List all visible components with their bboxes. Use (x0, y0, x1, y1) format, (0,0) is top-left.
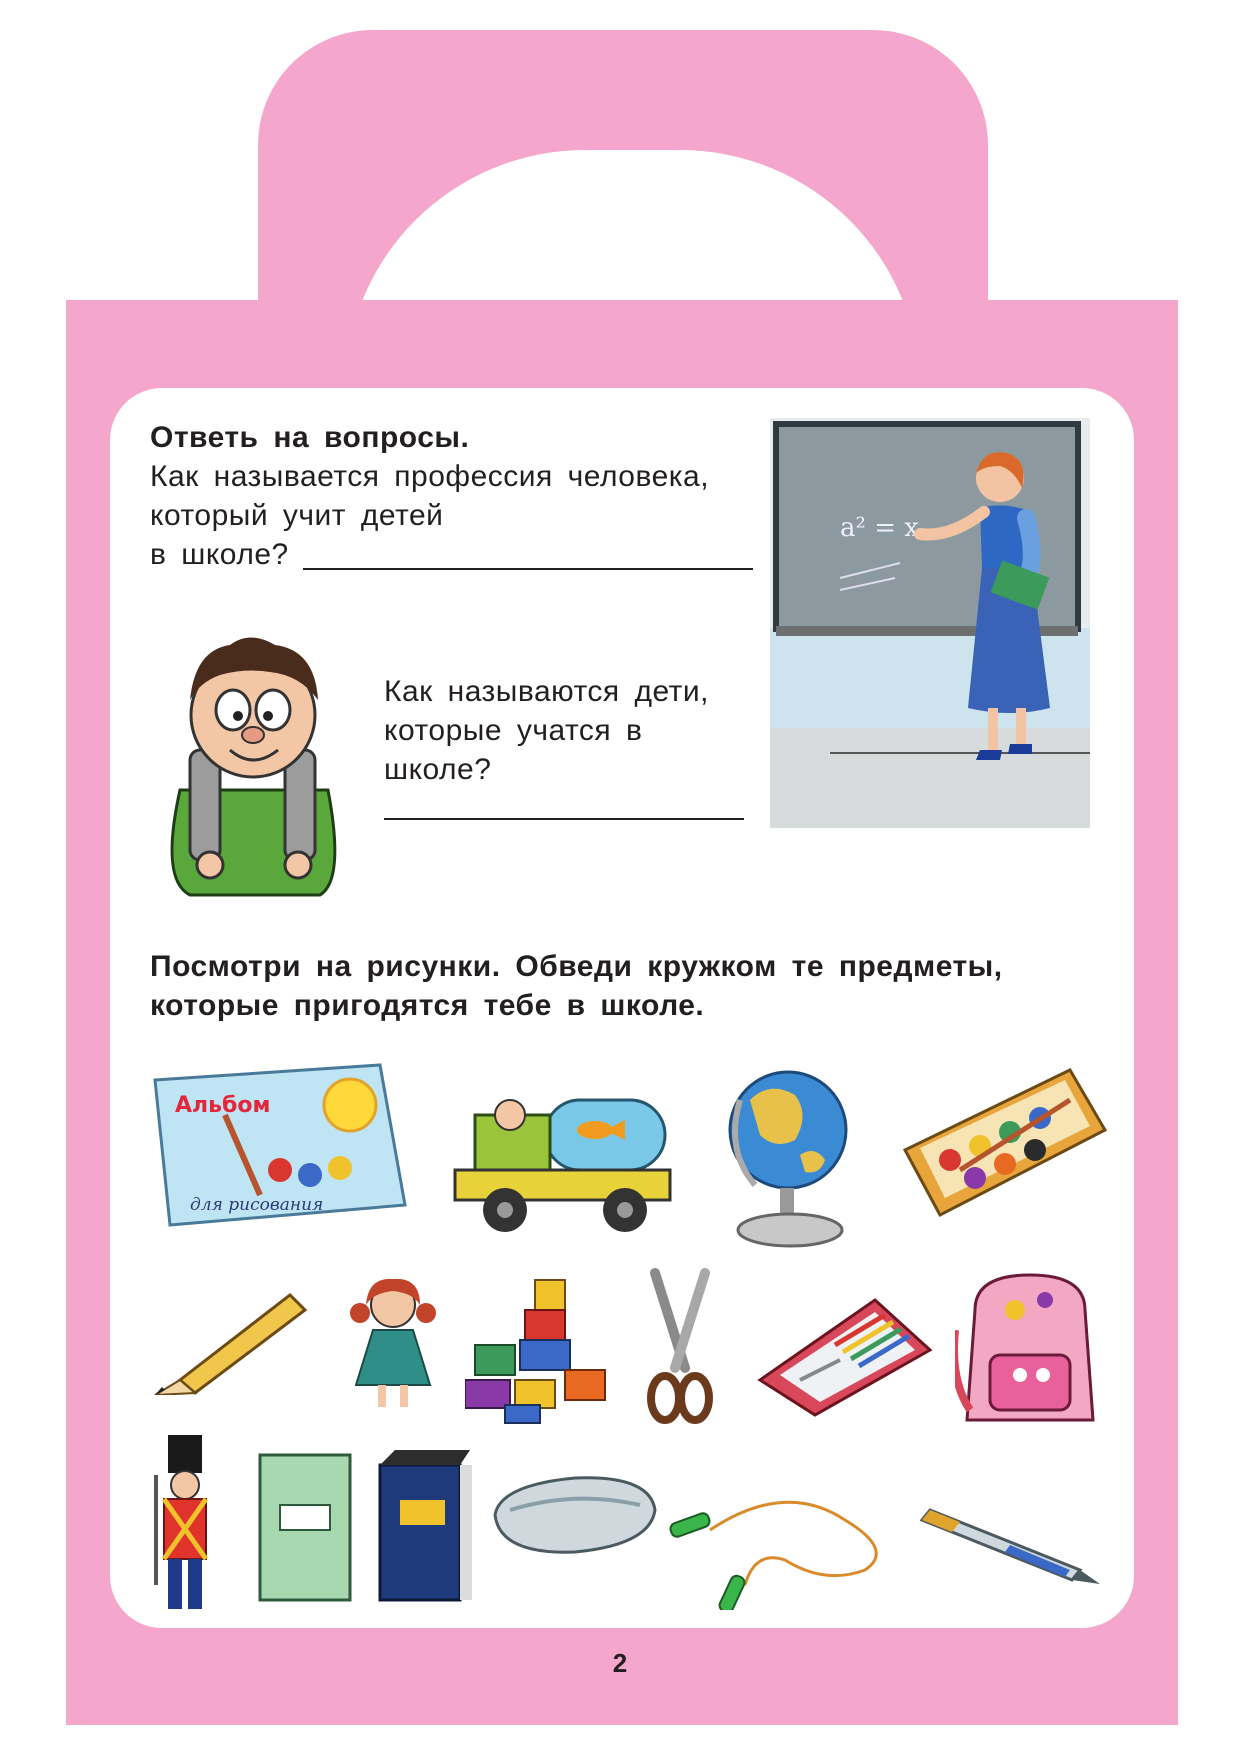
pencil-case-item[interactable] (755, 1290, 935, 1420)
schoolboy-illustration (150, 630, 355, 900)
jump-rope-item[interactable] (665, 1490, 905, 1610)
question-2-line-2: которые учатся в (384, 714, 643, 747)
task-2-line-1: Посмотри на рисунки. Обведи кружком те предметы, (150, 950, 1003, 983)
question-1-line-1: Как называется профессия человека, (150, 460, 710, 493)
pencil-item[interactable] (150, 1285, 310, 1395)
board-formula: a² = x (840, 513, 919, 543)
answer-line-2[interactable] (384, 818, 744, 820)
question-2-line-3: школе? (384, 753, 492, 786)
pencil-box-item[interactable] (490, 1470, 660, 1560)
book-item[interactable] (375, 1445, 475, 1605)
page-number: 2 (612, 1648, 628, 1678)
teacher-illustration (770, 418, 1090, 828)
question-2-line-1: Как называются дети, (384, 675, 709, 708)
notebook-item[interactable] (255, 1450, 355, 1605)
question-1-line-2: который учит детей (150, 499, 444, 532)
pen-item[interactable] (920, 1500, 1105, 1590)
school-backpack-item[interactable] (955, 1270, 1105, 1430)
scissors-item[interactable] (640, 1268, 720, 1428)
toy-truck-item[interactable] (445, 1080, 675, 1240)
answer-line-1[interactable] (303, 568, 753, 570)
doll-item[interactable] (348, 1275, 438, 1415)
task-2-line-2: которые пригодятся тебе в школе. (150, 989, 705, 1022)
drawing-album-item[interactable] (150, 1060, 410, 1230)
album-subtitle: для рисования (190, 1195, 324, 1215)
album-title: Альбом (175, 1093, 271, 1118)
paint-box-item[interactable] (900, 1060, 1110, 1230)
task-heading: Ответь на вопросы. (150, 421, 470, 454)
question-1-line-3: в школе? (150, 538, 289, 571)
toy-soldier-item[interactable] (150, 1435, 220, 1615)
globe-item[interactable] (720, 1060, 860, 1250)
building-blocks-item[interactable] (465, 1275, 615, 1425)
